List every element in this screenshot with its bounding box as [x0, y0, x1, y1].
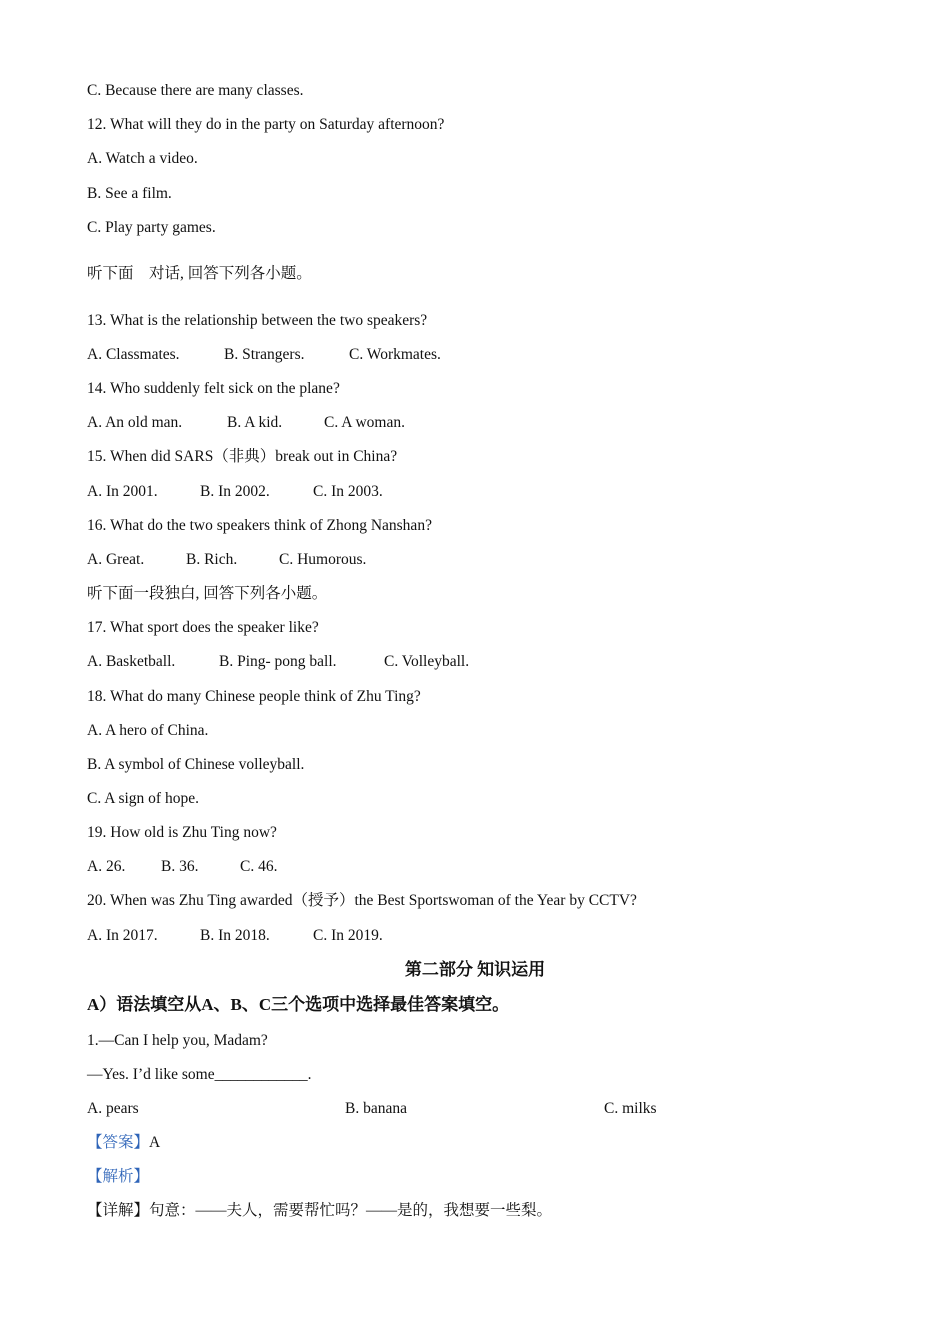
- q14-option-c: C. A woman.: [324, 414, 405, 431]
- q17-option-b: B. Ping- pong ball.: [219, 653, 337, 670]
- analysis-tag: 【解析】: [87, 1168, 150, 1185]
- q19-option-b: B. 36.: [161, 858, 199, 875]
- q13-option-b: B. Strangers.: [224, 346, 305, 363]
- question-13: 13. What is the relationship between the two speakers?: [87, 312, 428, 329]
- q18-option-a: A. A hero of China.: [87, 722, 209, 739]
- part2-q1-option-c: C. milks: [604, 1100, 657, 1117]
- q12-option-a: A. Watch a video.: [87, 150, 198, 167]
- q16-option-c: C. Humorous.: [279, 551, 367, 568]
- question-14: 14. Who suddenly felt sick on the plane?: [87, 380, 340, 397]
- answer-value: A: [149, 1134, 161, 1151]
- q17-option-a: A. Basketball.: [87, 653, 176, 670]
- section-title: 第二部分 知识运用: [404, 960, 546, 979]
- part2-question-1-line2: —Yes. I’d like some____________.: [87, 1066, 312, 1083]
- q14-option-b: B. A kid.: [227, 414, 283, 431]
- q20-option-a: A. In 2017.: [87, 927, 158, 944]
- q15-option-a: A. In 2001.: [87, 483, 158, 500]
- answer-tag: 【答案】: [87, 1134, 150, 1151]
- q13-option-c: C. Workmates.: [349, 346, 441, 363]
- analysis-line: [87, 1167, 149, 1187]
- detail-line: [87, 1201, 552, 1221]
- question-18: 18. What do many Chinese people think of Zhu Ting?: [87, 688, 421, 705]
- q13-option-a: A. Classmates.: [87, 346, 180, 363]
- part2-question-1: 1.—Can I help you, Madam?: [87, 1032, 268, 1049]
- q12-option-b: B. See a film.: [87, 185, 172, 202]
- question-19: 19. How old is Zhu Ting now?: [87, 824, 277, 841]
- q20-option-c: C. In 2019.: [313, 927, 383, 944]
- q15-option-c: C. In 2003.: [313, 483, 383, 500]
- q15-option-b: B. In 2002.: [200, 483, 270, 500]
- dialog-instruction: 听下面 对话, 回答下列各小题。: [87, 265, 312, 282]
- question-16: 16. What do the two speakers think of Zhong Nanshan?: [87, 517, 432, 534]
- section-subtitle: A）语法填空从A、B、C三个选项中选择最佳答案填空。: [87, 995, 510, 1014]
- question-17: 17. What sport does the speaker like?: [87, 619, 319, 636]
- detail-tag: 【详解】: [87, 1202, 150, 1219]
- q18-option-b: B. A symbol of Chinese volleyball.: [87, 756, 305, 773]
- q19-option-a: A. 26.: [87, 858, 126, 875]
- question-20: 20. When was Zhu Ting awarded（授予）the Best Sportswoman of the Year by CCTV?: [87, 892, 637, 909]
- q11-option-c: C. Because there are many classes.: [87, 82, 304, 99]
- part2-q1-option-a: A. pears: [87, 1100, 139, 1117]
- q16-option-b: B. Rich.: [186, 551, 238, 568]
- q14-option-a: A. An old man.: [87, 414, 183, 431]
- q19-option-c: C. 46.: [240, 858, 278, 875]
- q17-option-c: C. Volleyball.: [384, 653, 470, 670]
- detail-text: 句意：——夫人，需要帮忙吗？——是的，我想要一些梨。: [149, 1202, 553, 1219]
- answer-line: [87, 1133, 160, 1153]
- q16-option-a: A. Great.: [87, 551, 145, 568]
- question-12: 12. What will they do in the party on Saturday afternoon?: [87, 116, 445, 133]
- q18-option-c: C. A sign of hope.: [87, 790, 199, 807]
- q20-option-b: B. In 2018.: [200, 927, 270, 944]
- monologue-instruction: 听下面一段独白, 回答下列各小题。: [87, 585, 328, 602]
- q12-option-c: C. Play party games.: [87, 219, 216, 236]
- part2-q1-option-b: B. banana: [345, 1100, 407, 1117]
- question-15: 15. When did SARS（非典）break out in China?: [87, 448, 398, 465]
